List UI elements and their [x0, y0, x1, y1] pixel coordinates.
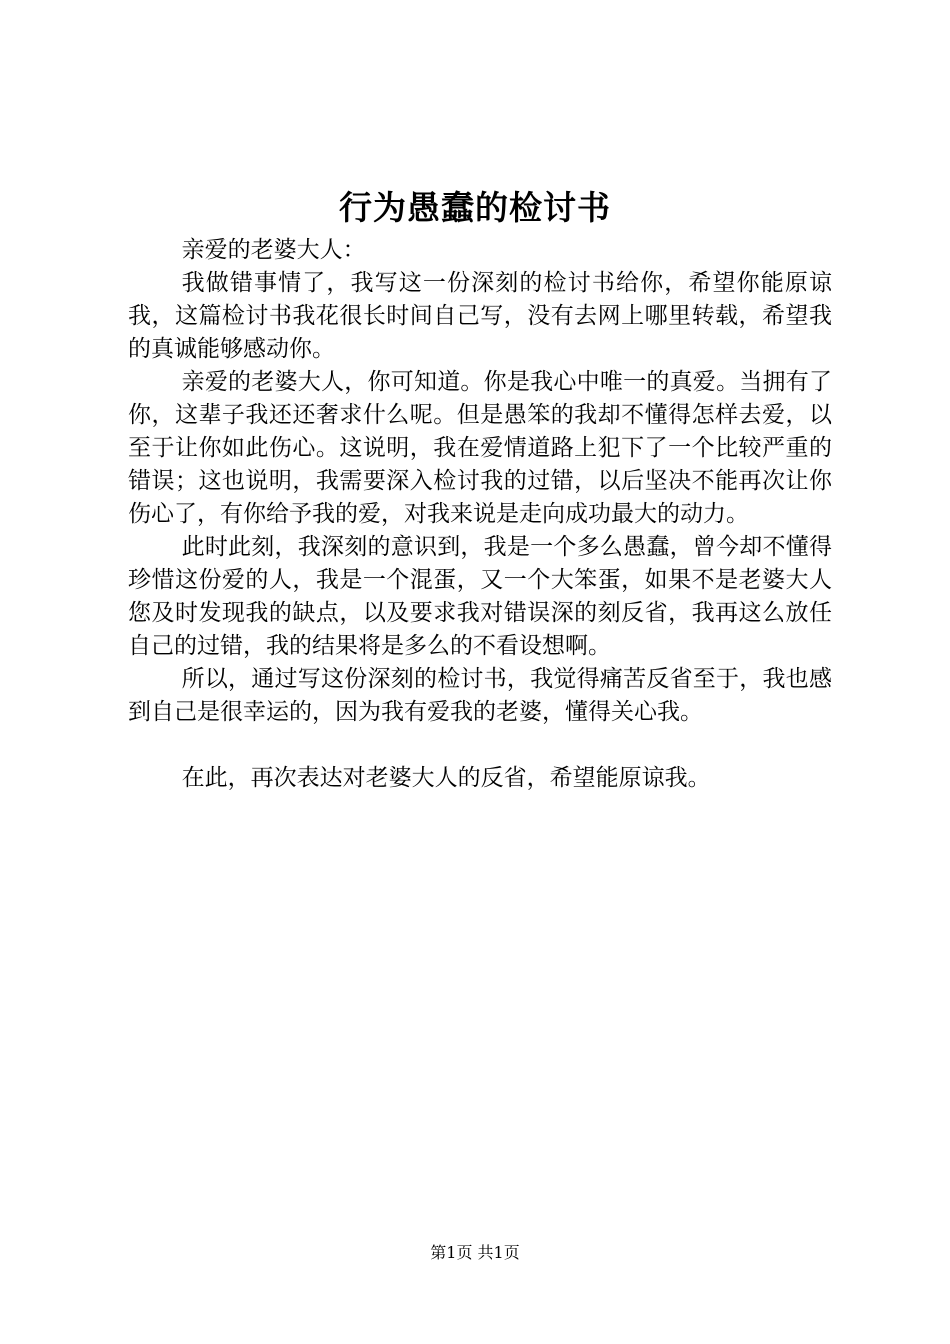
- salutation: 亲爱的老婆大人：: [181, 237, 366, 263]
- document-title: 行为愚蠢的检讨书: [339, 188, 611, 227]
- paragraph: 此时此刻，我深刻的意识到，我是一个多么愚蠢，曾今却不懂得珍惜这份爱的人，我是一个混蛋，又一个大笨蛋，如果不是老婆大人您及时发现我的缺点，以及要求我对错误深的刻反省，我再这么放任自己的过错，我的结果将是多么的不看设想啊。: [128, 534, 832, 659]
- page-footer: 第1页 共1页: [430, 1243, 520, 1262]
- paragraph: 我做错事情了，我写这一份深刻的检讨书给你，希望你能原谅我，这篇检讨书我花很长时间自己写，没有去网上哪里转载，希望我的真诚能够感动你。: [128, 270, 832, 362]
- document-body: [128, 234, 832, 795]
- closing-paragraph: 在此，再次表达对老婆大人的反省，希望能原谅我。: [181, 765, 711, 791]
- paragraph: 所以，通过写这份深刻的检讨书，我觉得痛苦反省至于，我也感到自己是很幸运的，因为我有爱我的老婆，懂得关心我。: [128, 666, 832, 725]
- paragraph: 亲爱的老婆大人，你可知道。你是我心中唯一的真爱。当拥有了你，这辈子我还还奢求什么呢。但是愚笨的我却不懂得怎样去爱，以至于让你如此伤心。这说明，我在爱情道路上犯下了一个比较严重的错误；这也说明，我需要深入检讨我的过错，以后坚决不能再次让你伤心了，有你给予我的爱，对我来说是走向成功最大的动力。: [128, 369, 832, 527]
